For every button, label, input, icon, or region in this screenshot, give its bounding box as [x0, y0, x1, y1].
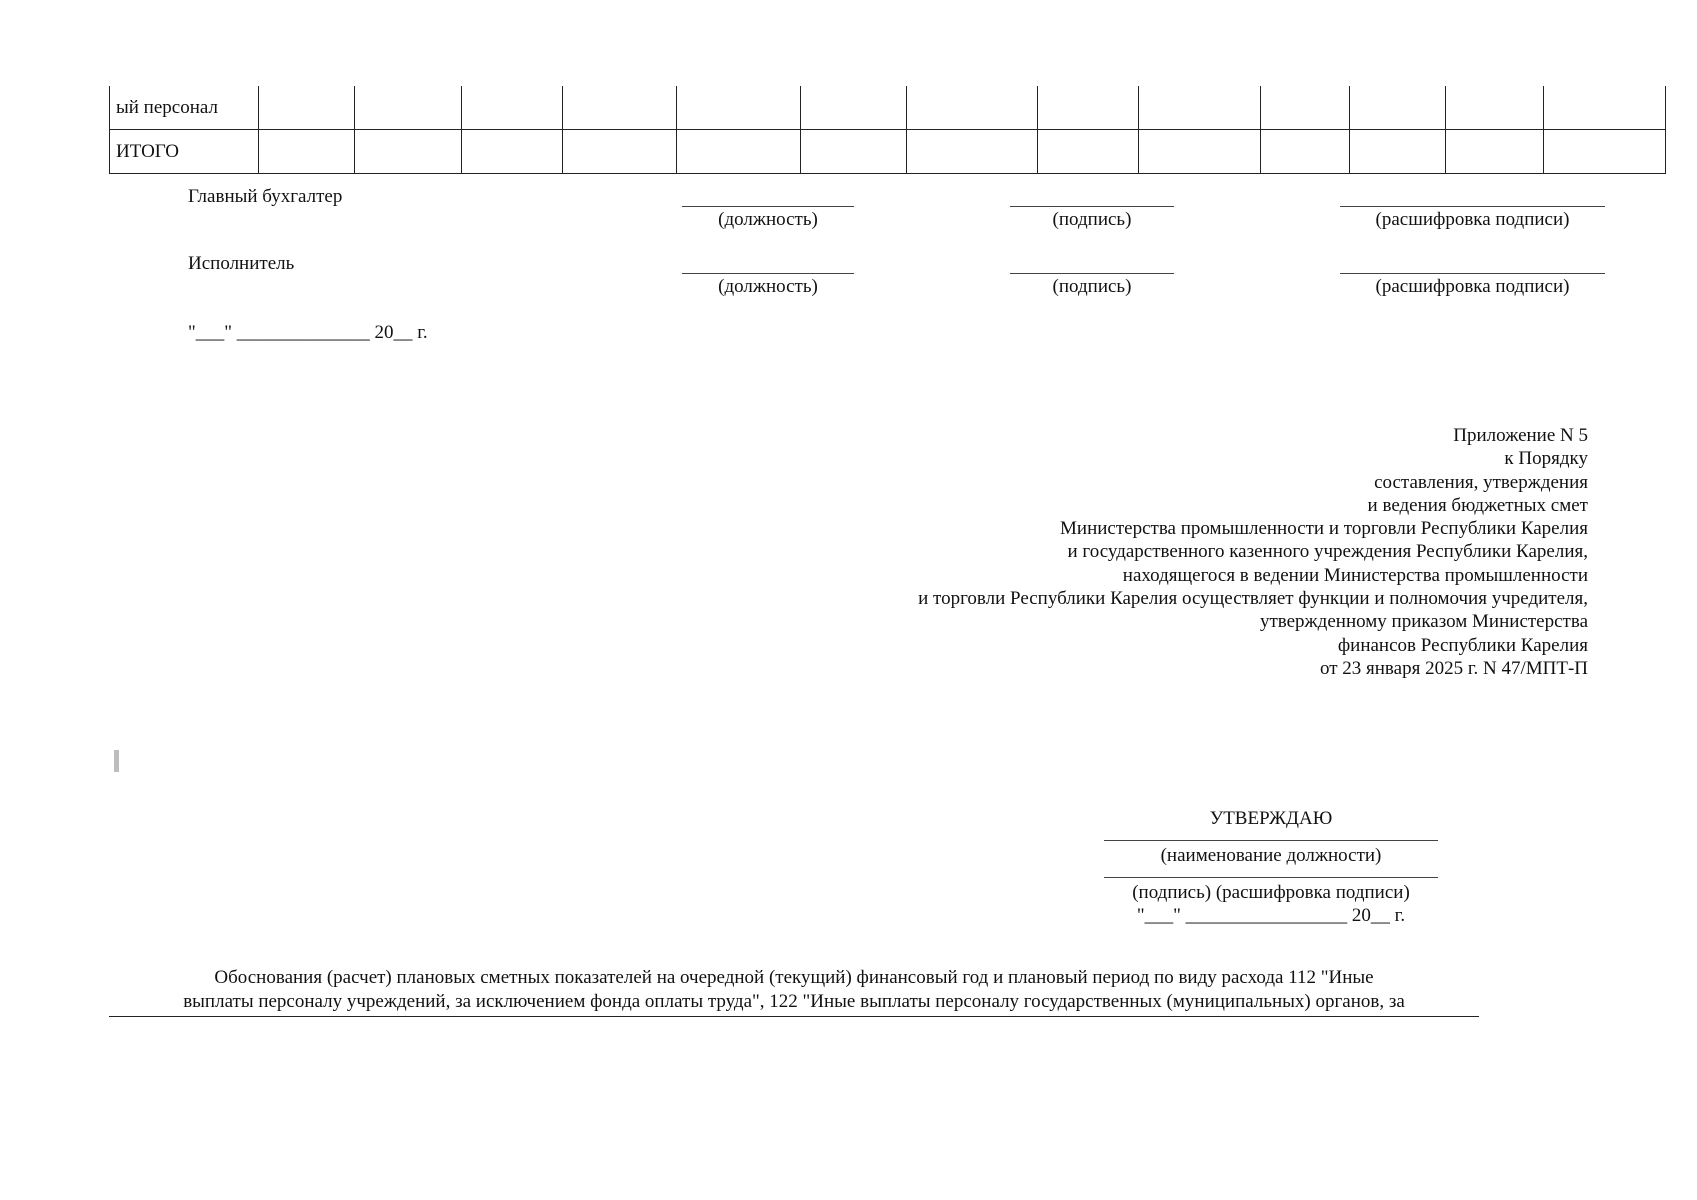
appendix-line: составления, утверждения [1374, 471, 1588, 493]
table-cell [1446, 86, 1544, 130]
form-heading-line: выплаты персоналу учреждений, за исключением фонда оплаты труда", 122 "Иные выплаты персоналу государственных (муниципальных) органов, за [183, 990, 1405, 1012]
table-cell [677, 86, 801, 130]
approval-title: УТВЕРЖДАЮ [1209, 808, 1333, 829]
appendix-line: Министерства промышленности и торговли Республики Карелия [1060, 518, 1588, 540]
table-row [110, 86, 1666, 130]
table-cell [1038, 86, 1139, 130]
position-caption: (должность) [718, 209, 818, 230]
appendix-line: от 23 января 2025 г. N 47/МПТ-П [1319, 657, 1588, 679]
table-cell [1544, 130, 1666, 174]
margin-marker [114, 750, 119, 772]
decoding-line [1340, 273, 1605, 274]
table-cell [801, 86, 907, 130]
table-cell [677, 130, 801, 174]
table-cell [907, 130, 1038, 174]
table-cell [1350, 130, 1446, 174]
appendix-line: финансов Республики Карелия [1337, 634, 1588, 656]
signature-caption: (подпись) [1052, 209, 1132, 230]
approval-block [1104, 808, 1438, 927]
appendix-line: к Порядку [1504, 448, 1588, 470]
table-cell [1350, 86, 1446, 130]
decoding-caption: (расшифровка подписи) [1375, 209, 1570, 230]
table-cell [1038, 130, 1139, 174]
appendix-line: и ведения бюджетных смет [1367, 494, 1588, 516]
form-heading [109, 966, 1479, 1017]
appendix-line: утвержденному приказом Министерства [1259, 611, 1588, 633]
appendix-line: и торговли Республики Карелия осуществляет функции и полномочия учредителя, [918, 588, 1588, 610]
chief-accountant-label: Главный бухгалтер [188, 186, 343, 207]
approval-signature-caption: (подпись) (расшифровка подписи) [1132, 882, 1410, 903]
table-cell [259, 130, 355, 174]
approval-position-line [1104, 840, 1438, 841]
table-cell [355, 130, 462, 174]
form-heading-line: Обоснования (расчет) плановых сметных показателей на очередной (текущий) финансовый год и плановый период по виду расхода 112 "Иные [214, 967, 1374, 988]
table-row-label: ИТОГО [110, 130, 259, 174]
table-cell [259, 86, 355, 130]
approval-signature-line [1104, 877, 1438, 878]
approval-date-line: "___" _________________ 20__ г. [1136, 905, 1406, 926]
table-cell [1139, 130, 1261, 174]
table-cell [1261, 130, 1350, 174]
table-cell [355, 86, 462, 130]
table-cell [801, 130, 907, 174]
table-cell [563, 130, 677, 174]
budget-table [109, 86, 1666, 174]
table-cell [462, 86, 563, 130]
table-cell [1261, 86, 1350, 130]
appendix-line: и государственного казенного учреждения Республики Карелия, [1067, 541, 1588, 563]
table-cell [907, 86, 1038, 130]
appendix-block [918, 424, 1588, 680]
table-cell [1544, 86, 1666, 130]
table-cell [1139, 86, 1261, 130]
position-line [682, 206, 854, 207]
executor-label: Исполнитель [188, 253, 295, 274]
date-line: "___" ______________ 20__ г. [188, 322, 428, 343]
table-cell [462, 130, 563, 174]
position-line [682, 273, 854, 274]
signature-line [1010, 206, 1174, 207]
approval-position-caption: (наименование должности) [1160, 845, 1382, 866]
position-caption: (должность) [718, 276, 818, 297]
table-row-label: ый персонал [110, 86, 259, 130]
signature-caption: (подпись) [1052, 276, 1132, 297]
appendix-line: находящегося в ведении Министерства промышленности [1122, 564, 1588, 586]
decoding-line [1340, 206, 1605, 207]
table-cell [1446, 130, 1544, 174]
signature-line [1010, 273, 1174, 274]
table-cell [563, 86, 677, 130]
appendix-line: Приложение N 5 [1453, 425, 1588, 446]
table-row-total [110, 130, 1666, 174]
decoding-caption: (расшифровка подписи) [1375, 276, 1570, 297]
